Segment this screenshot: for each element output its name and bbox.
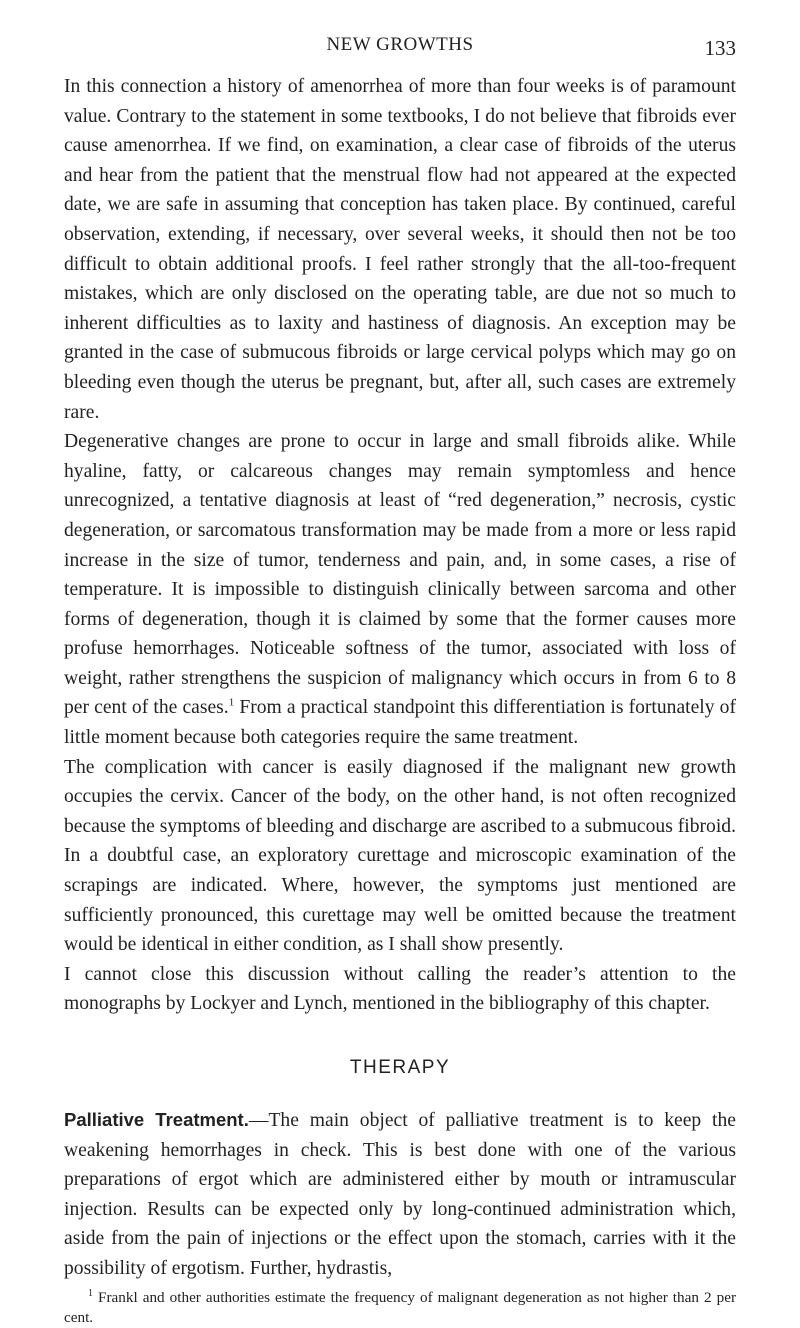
page-number: 133 (704, 36, 736, 60)
running-title: NEW GROWTHS (326, 34, 474, 55)
run-in-heading: Palliative Treatment. (64, 1109, 249, 1130)
footnote-marker: 1 (88, 1287, 93, 1299)
footnote-reference: 1 (228, 696, 235, 709)
running-head (64, 32, 736, 72)
paragraph-cancer-complication: The complication with cancer is easily diagnosed if the malignant new growth occupies the cervix. Cancer of the body, on the other hand, is not often recognized because the symptoms of bleeding and discharge are ascribed to a submucous fibroid. In a doubtful case, an exploratory curettage and microscopic examination of the scrapings are indicated. Where, however, the symptoms just mentioned are sufficiently pronounced, this curettage may well be omitted because the treatment would be identical in either condition, as I shall show presently. (64, 756, 736, 956)
footnote (64, 1288, 736, 1328)
paragraph-text: From a practical standpoint this differentiation is fortunately of little moment because both categories require the same treatment. (64, 697, 736, 749)
footnote-text: Frankl and other authorities estimate the frequency of malignant degeneration as not higher than 2 per cent. (64, 1288, 736, 1326)
paragraph-monographs: I cannot close this discussion without calling the reader’s attention to the monographs by Lockyer and Lynch, mentioned in the bibliography of this chapter. (64, 963, 736, 1015)
paragraph-degenerative-changes (64, 427, 736, 753)
section-heading-therapy: THERAPY (349, 1057, 451, 1078)
paragraph-text: —The main object of palliative treatment is to keep the weakening hemorrhages in check. This is best done with one of the various preparations of ergot which are administered either by mouth or intramuscular injection. Results can be expected only by long-continued administration which, aside from the pain of injections or the effect upon the stomach, carries with it the possibility of ergotism. Further, hydrastis, (64, 1110, 736, 1279)
paragraph-amenorrhea: In this connection a history of amenorrhea of more than four weeks is of paramount value. Contrary to the statement in some textbooks, I do not believe that fibroids ever cause amenorrhea. If we find, on examination, a clear case of fibroids of the uterus and hear from the patient that the menstrual flow had not appeared at the expected date, we are safe in assuming that conception has taken place. By continued, careful observation, extending, if necessary, over several weeks, it should then not be too difficult to obtain additional proofs. I feel rather strongly that the all-too-frequent mistakes, which are only disclosed on the operating table, are due not so much to inherent difficulties as to laxity and hastiness of diagnosis. An exception may be granted in the case of submucous fibroids or large cervical polyps which may go on bleeding even though the uterus be pregnant, but, after all, such cases are extremely rare. (64, 76, 736, 423)
paragraph-palliative-treatment (64, 1105, 736, 1284)
book-page (64, 32, 736, 1328)
paragraph-text: Degenerative changes are prone to occur in large and small fibroids alike. While hyaline, fatty, or calcareous changes may remain symptomless and hence unrecognized, a tentative diagnosis at least of “red degeneration,” necrosis, cystic degeneration, or sarcomatous transformation may be made from a more or less rapid increase in the size of tumor, tenderness and pain, and, in some cases, a rise of temperature. It is impossible to distinguish clinically between sarcoma and other forms of degeneration, though it is claimed by some that the former causes more profuse hemorrhages. Noticeable softness of the tumor, associated with loss of weight, rather strengthens the suspicion of malignancy which occurs in from 6 to 8 per cent of the cases. (64, 431, 736, 719)
